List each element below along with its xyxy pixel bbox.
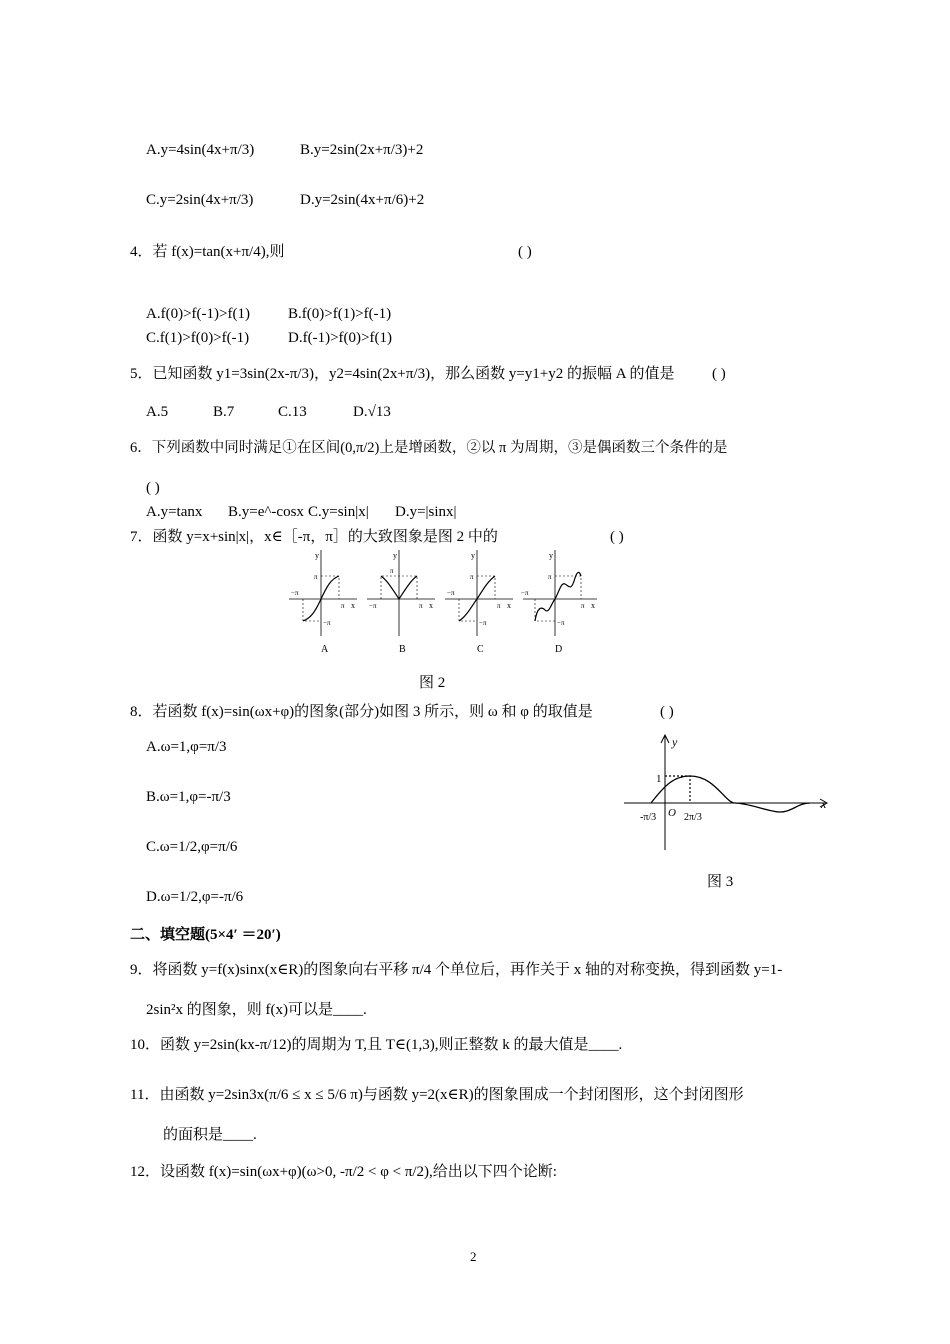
q5-text: 5．已知函数 y1=3sin(2x-π/3)，y2=4sin(2x+π/3)，那么函数 y=y1+y2 的振幅 A 的值是 (130, 366, 675, 382)
graph-c-label: C (477, 644, 484, 655)
q8-text: 8．若函数 f(x)=sin(ωx+φ)的图象(部分)如图 3 所示，则 ω 和 φ 的取值是 (130, 704, 593, 720)
q8-option-b: B.ω=1,φ=-π/3 (146, 789, 231, 805)
section-2-heading: 二、填空题(5×4′ ＝20′) (130, 927, 281, 943)
graph-c (445, 550, 513, 655)
q6-text: 6．下列函数中同时满足①在区间(0,π/2)上是增函数，②以 π 为周期，③是偶函数三个条件的是 (130, 440, 728, 456)
q5-paren: ( ) (712, 366, 726, 382)
q10-text: 10．函数 y=2sin(kx-π/12)的周期为 T,且 T∈(1,3),则正整数 k 的最大值是____. (130, 1037, 623, 1053)
graph-d (521, 550, 597, 655)
q8-option-a: A.ω=1,φ=π/3 (146, 739, 227, 755)
q5-option-b: B.7 (213, 404, 235, 420)
figure-3-right-tick: 2π/3 (684, 812, 702, 823)
graph-d-ylabel: y (549, 551, 553, 560)
page-number: 2 (470, 1249, 477, 1264)
graph-c-ylabel: y (471, 551, 475, 560)
q8-option-d: D.ω=1/2,φ=-π/6 (146, 889, 244, 905)
graph-a-pi-y: π (314, 573, 318, 581)
figure-3-xlabel: x (821, 797, 827, 811)
graph-a-xlabel: x (351, 601, 355, 610)
graph-d-xlabel: x (591, 601, 595, 610)
q9-line2: 2sin²x 的图象，则 f(x)可以是____. (146, 1002, 367, 1018)
q5-option-c: C.13 (278, 404, 307, 420)
graph-a-pi-x: π (341, 602, 345, 610)
q11-line1: 11．由函数 y=2sin3x(π/6 ≤ x ≤ 5/6 π)与函数 y=2(x∈R)的图象围成一个封闭图形，这个封闭图形 (130, 1087, 744, 1103)
graph-c-neg-pi-x: −π (447, 589, 455, 597)
graph-a-ylabel: y (315, 551, 319, 560)
q7-text: 7．函数 y=x+sin|x|，x∈［-π，π］的大致图象是图 2 中的 (130, 529, 498, 545)
graph-d-pi-x: π (581, 602, 585, 610)
graph-a-neg-pi-y: −π (323, 619, 331, 627)
graph-b-pi-y: π (390, 567, 394, 575)
q4-paren: ( ) (518, 244, 532, 260)
graph-a (289, 550, 357, 655)
q4-option-d: D.f(-1)>f(0)>f(1) (288, 330, 392, 346)
q5-option-d: D.√13 (353, 404, 391, 420)
q4-option-c: C.f(1)>f(0)>f(-1) (146, 330, 250, 346)
q11-line2: 的面积是____. (163, 1127, 257, 1143)
figure-3-ylabel: y (672, 735, 678, 749)
graph-a-label: A (321, 644, 329, 655)
figure-3-left-tick: -π/3 (640, 812, 657, 823)
figure-3-one: 1 (656, 773, 662, 785)
figure-2-graphs (285, 548, 605, 663)
graph-b-xlabel: x (429, 601, 433, 610)
graph-c-xlabel: x (507, 601, 511, 610)
figure-3-origin: O (668, 807, 676, 819)
graph-b-pi-x: π (419, 602, 423, 610)
q12-text: 12．设函数 f(x)=sin(ωx+φ)(ω>0, -π/2 < φ < π/2),给出以下四个论断: (130, 1164, 557, 1180)
q6-paren: ( ) (146, 480, 160, 496)
graph-d-neg-pi-y: −π (557, 619, 565, 627)
graph-d-pi-y: π (548, 573, 552, 581)
graph-b-label: B (399, 644, 406, 655)
figure-2-caption: 图 2 (419, 675, 446, 691)
q5-option-a: A.5 (146, 404, 169, 420)
graph-d-neg-pi-x: −π (521, 589, 529, 597)
q3-option-d: D.y=2sin(4x+π/6)+2 (300, 192, 425, 208)
graph-c-pi-x: π (497, 602, 501, 610)
q6-option-b: B.y=e^-cosx (228, 504, 304, 520)
q7-paren: ( ) (610, 529, 624, 545)
q4-option-a: A.f(0)>f(-1)>f(1) (146, 306, 250, 322)
graph-a-neg-pi-x: −π (291, 589, 299, 597)
q3-option-a: A.y=4sin(4x+π/3) (146, 142, 255, 158)
graph-d-label: D (555, 644, 563, 655)
q4-option-b: B.f(0)>f(1)>f(-1) (288, 306, 392, 322)
figure-3-caption: 图 3 (707, 874, 734, 890)
figure-3-graph (620, 730, 840, 860)
graph-b (367, 550, 435, 655)
q8-paren: ( ) (660, 704, 674, 720)
q9-line1: 9．将函数 y=f(x)sinx(x∈R)的图象向右平移 π/4 个单位后，再作关于 x 轴的对称变换，得到函数 y=1- (130, 962, 783, 978)
q6-option-d: D.y=|sinx| (395, 504, 457, 520)
q3-option-c: C.y=2sin(4x+π/3) (146, 192, 254, 208)
graph-b-ylabel: y (393, 551, 397, 560)
q4-text: 4．若 f(x)=tan(x+π/4),则 (130, 244, 285, 260)
graph-c-neg-pi-y: −π (479, 619, 487, 627)
q3-option-b: B.y=2sin(2x+π/3)+2 (300, 142, 424, 158)
q6-option-c: C.y=sin|x| (308, 504, 369, 520)
q8-option-c: C.ω=1/2,φ=π/6 (146, 839, 238, 855)
graph-c-pi-y: π (470, 573, 474, 581)
q6-option-a: A.y=tanx (146, 504, 203, 520)
graph-b-neg-pi-x: −π (369, 602, 377, 610)
